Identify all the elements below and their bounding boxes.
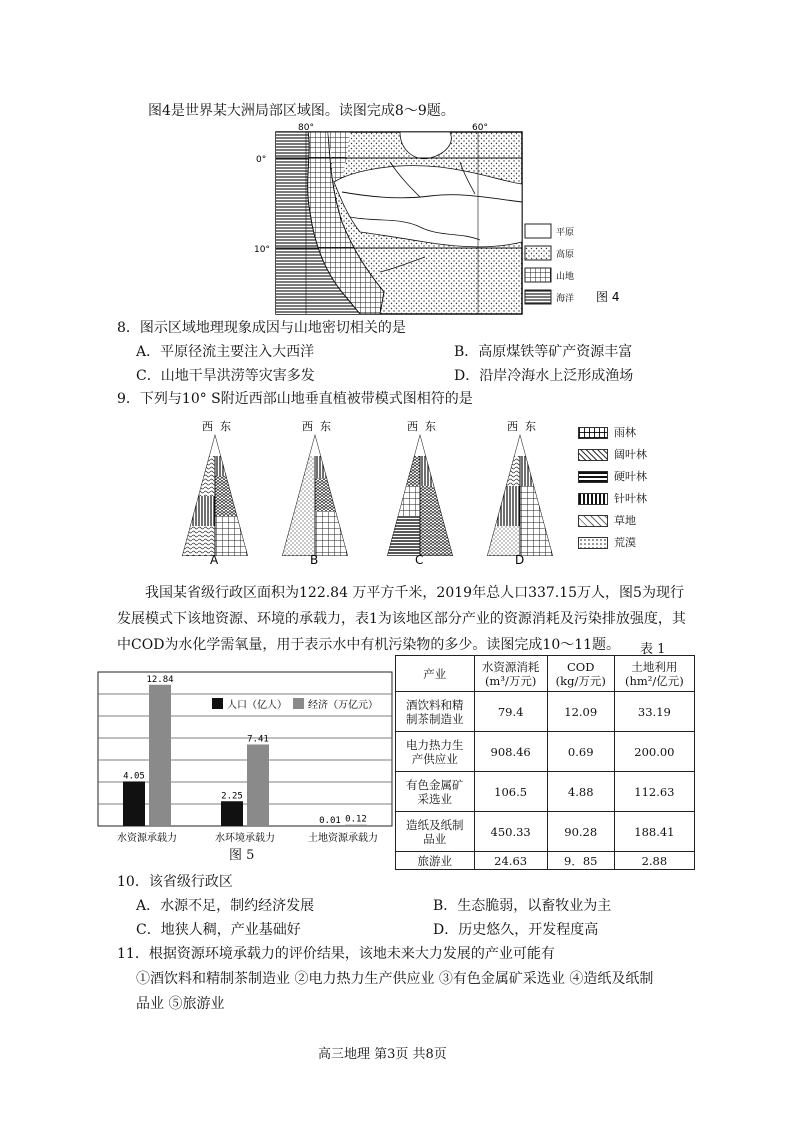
legend-sclerophyll: 硬叶林 bbox=[614, 470, 647, 483]
table-header-row bbox=[396, 656, 695, 692]
table-row: 酒饮料和精 制茶制造业 79.4 12.09 33.19 bbox=[396, 692, 695, 732]
category-label-0: 水资源承载力 bbox=[117, 833, 177, 844]
diagram-c-label: C bbox=[415, 553, 424, 566]
header-water: 水资源消耗 (m³/万元) bbox=[474, 656, 547, 692]
table-1-caption: 表 1 bbox=[640, 642, 666, 657]
q8-stem: 8．图示区域地理现象成因与山地密切相关的是 bbox=[117, 320, 406, 336]
figure-4-map bbox=[250, 122, 650, 318]
q9-stem: 9．下列与10° S附近西部山地垂直植被带模式图相符的是 bbox=[117, 391, 473, 407]
q8-option-a: A．平原径流主要注入大西洋 bbox=[136, 344, 315, 360]
value-label-economy-0: 12.84 bbox=[146, 674, 174, 685]
diagram-a-west-label: 西 bbox=[202, 420, 213, 433]
map-legend-mountain: 山地 bbox=[556, 272, 575, 282]
q11-line-1: ①酒饮料和精制茶制造业 ②电力热力生产供应业 ③有色金属矿采选业 ④造纸及纸制 bbox=[136, 971, 654, 987]
table-1 bbox=[395, 655, 695, 870]
q10-option-d: D．历史悠久，开发程度高 bbox=[433, 922, 599, 938]
intro-province-question: 我国某省级行政区面积为122.84 万平方千米，2019年总人口337.15万人，图5为现行发展模式下该地资源、环境的承载力，表1为该地区部分产业的资源消耗及污染排放强度，其中COD为水化学需氧量，用于表示水中有机污染物的多少。读图完成10～11题。 bbox=[117, 585, 686, 653]
map-legend-plateau: 高原 bbox=[556, 250, 575, 260]
diagram-c-west-label: 西 bbox=[407, 420, 418, 433]
diagram-c-east-label: 东 bbox=[425, 420, 436, 433]
diagram-a-east-label: 东 bbox=[220, 420, 231, 433]
diagram-b-east-label: 东 bbox=[320, 420, 331, 433]
q11-line-2: 品业 ⑤旅游业 bbox=[136, 996, 225, 1012]
header-land: 土地利用 (hm²/亿元) bbox=[614, 656, 694, 692]
diagram-b-west-label: 西 bbox=[302, 420, 313, 433]
value-label-population-0: 4.05 bbox=[123, 771, 145, 782]
legend-population-swatch bbox=[212, 698, 223, 709]
page-footer: 高三地理 第3页 共8页 bbox=[318, 1047, 447, 1062]
legend-population-label: 人口（亿人） bbox=[227, 700, 287, 711]
diagram-a-label: A bbox=[210, 553, 219, 566]
lon-label-60: 60° bbox=[472, 123, 488, 133]
legend-desert: 荒漠 bbox=[614, 536, 636, 549]
value-label-population-1: 2.25 bbox=[221, 791, 243, 802]
lat-label-10: 10° bbox=[254, 245, 270, 255]
table-row: 造纸及纸制 品业 450.33 90.28 188.41 bbox=[396, 812, 695, 852]
value-label-population-2: 0.01 bbox=[319, 815, 341, 826]
header-cod: COD (kg/万元) bbox=[547, 656, 614, 692]
category-label-1: 水环境承载力 bbox=[215, 833, 275, 844]
legend-coniferous: 针叶林 bbox=[614, 492, 647, 505]
bar-economy-0 bbox=[149, 685, 171, 826]
diagram-d-west-label: 西 bbox=[507, 420, 518, 433]
map-legend-ocean: 海洋 bbox=[556, 294, 575, 304]
q8-option-b: B．高原煤铁等矿产资源丰富 bbox=[454, 344, 633, 360]
q10-stem: 10．该省级行政区 bbox=[117, 874, 233, 890]
figure-4-caption: 图 4 bbox=[596, 290, 620, 304]
header-industry: 产业 bbox=[396, 656, 475, 692]
lon-label-80: 80° bbox=[298, 123, 314, 133]
figure-5-chart bbox=[96, 668, 394, 846]
bar-economy-1 bbox=[247, 744, 269, 826]
legend-broadleaf: 阔叶林 bbox=[614, 448, 647, 461]
vegetation-legend bbox=[578, 426, 698, 560]
value-label-economy-1: 7.41 bbox=[247, 734, 269, 745]
table-row: 电力热力生 产供应业 908.46 0.69 200.00 bbox=[396, 732, 695, 772]
category-label-2: 土地资源承载力 bbox=[308, 833, 378, 844]
figure-5-caption: 图 5 bbox=[229, 848, 255, 863]
bar-economy-2 bbox=[345, 825, 367, 826]
bar-population-1 bbox=[221, 801, 243, 826]
q10-option-a: A．水源不足，制约经济发展 bbox=[136, 898, 315, 914]
diagram-d-east-label: 东 bbox=[525, 420, 536, 433]
legend-grassland: 草地 bbox=[614, 514, 636, 527]
q11-stem: 11．根据资源环境承载力的评价结果，该地未来大力发展的产业可能有 bbox=[117, 946, 555, 962]
legend-economy-label: 经济（万亿元） bbox=[308, 700, 378, 711]
value-label-economy-2: 0.12 bbox=[345, 814, 367, 825]
bar-population-0 bbox=[123, 781, 145, 826]
map-legend-plain: 平原 bbox=[556, 228, 575, 238]
q10-option-b: B．生态脆弱，以畜牧业为主 bbox=[433, 898, 612, 914]
q10-option-c: C．地狭人稠，产业基础好 bbox=[136, 922, 301, 938]
q8-option-c: C．山地干旱洪涝等灾害多发 bbox=[136, 368, 315, 384]
table-row: 旅游业 24.63 9．85 2.88 bbox=[396, 852, 695, 870]
chart-category-labels bbox=[117, 831, 378, 844]
table-row: 有色金属矿 采选业 106.5 4.88 112.63 bbox=[396, 772, 695, 812]
q8-option-d: D．沿岸冷海水上泛形成渔场 bbox=[454, 368, 634, 384]
diagram-b-label: B bbox=[310, 553, 319, 566]
legend-rainforest: 雨林 bbox=[614, 426, 636, 439]
legend-economy-swatch bbox=[293, 698, 304, 709]
diagram-d-label: D bbox=[515, 553, 525, 566]
bar-population-2 bbox=[319, 826, 341, 827]
q9-vegetation-diagrams bbox=[180, 416, 620, 566]
lat-label-0: 0° bbox=[256, 155, 267, 165]
intro-map-question: 图4是世界某大洲局部区域图。读图完成8～9题。 bbox=[148, 103, 455, 119]
